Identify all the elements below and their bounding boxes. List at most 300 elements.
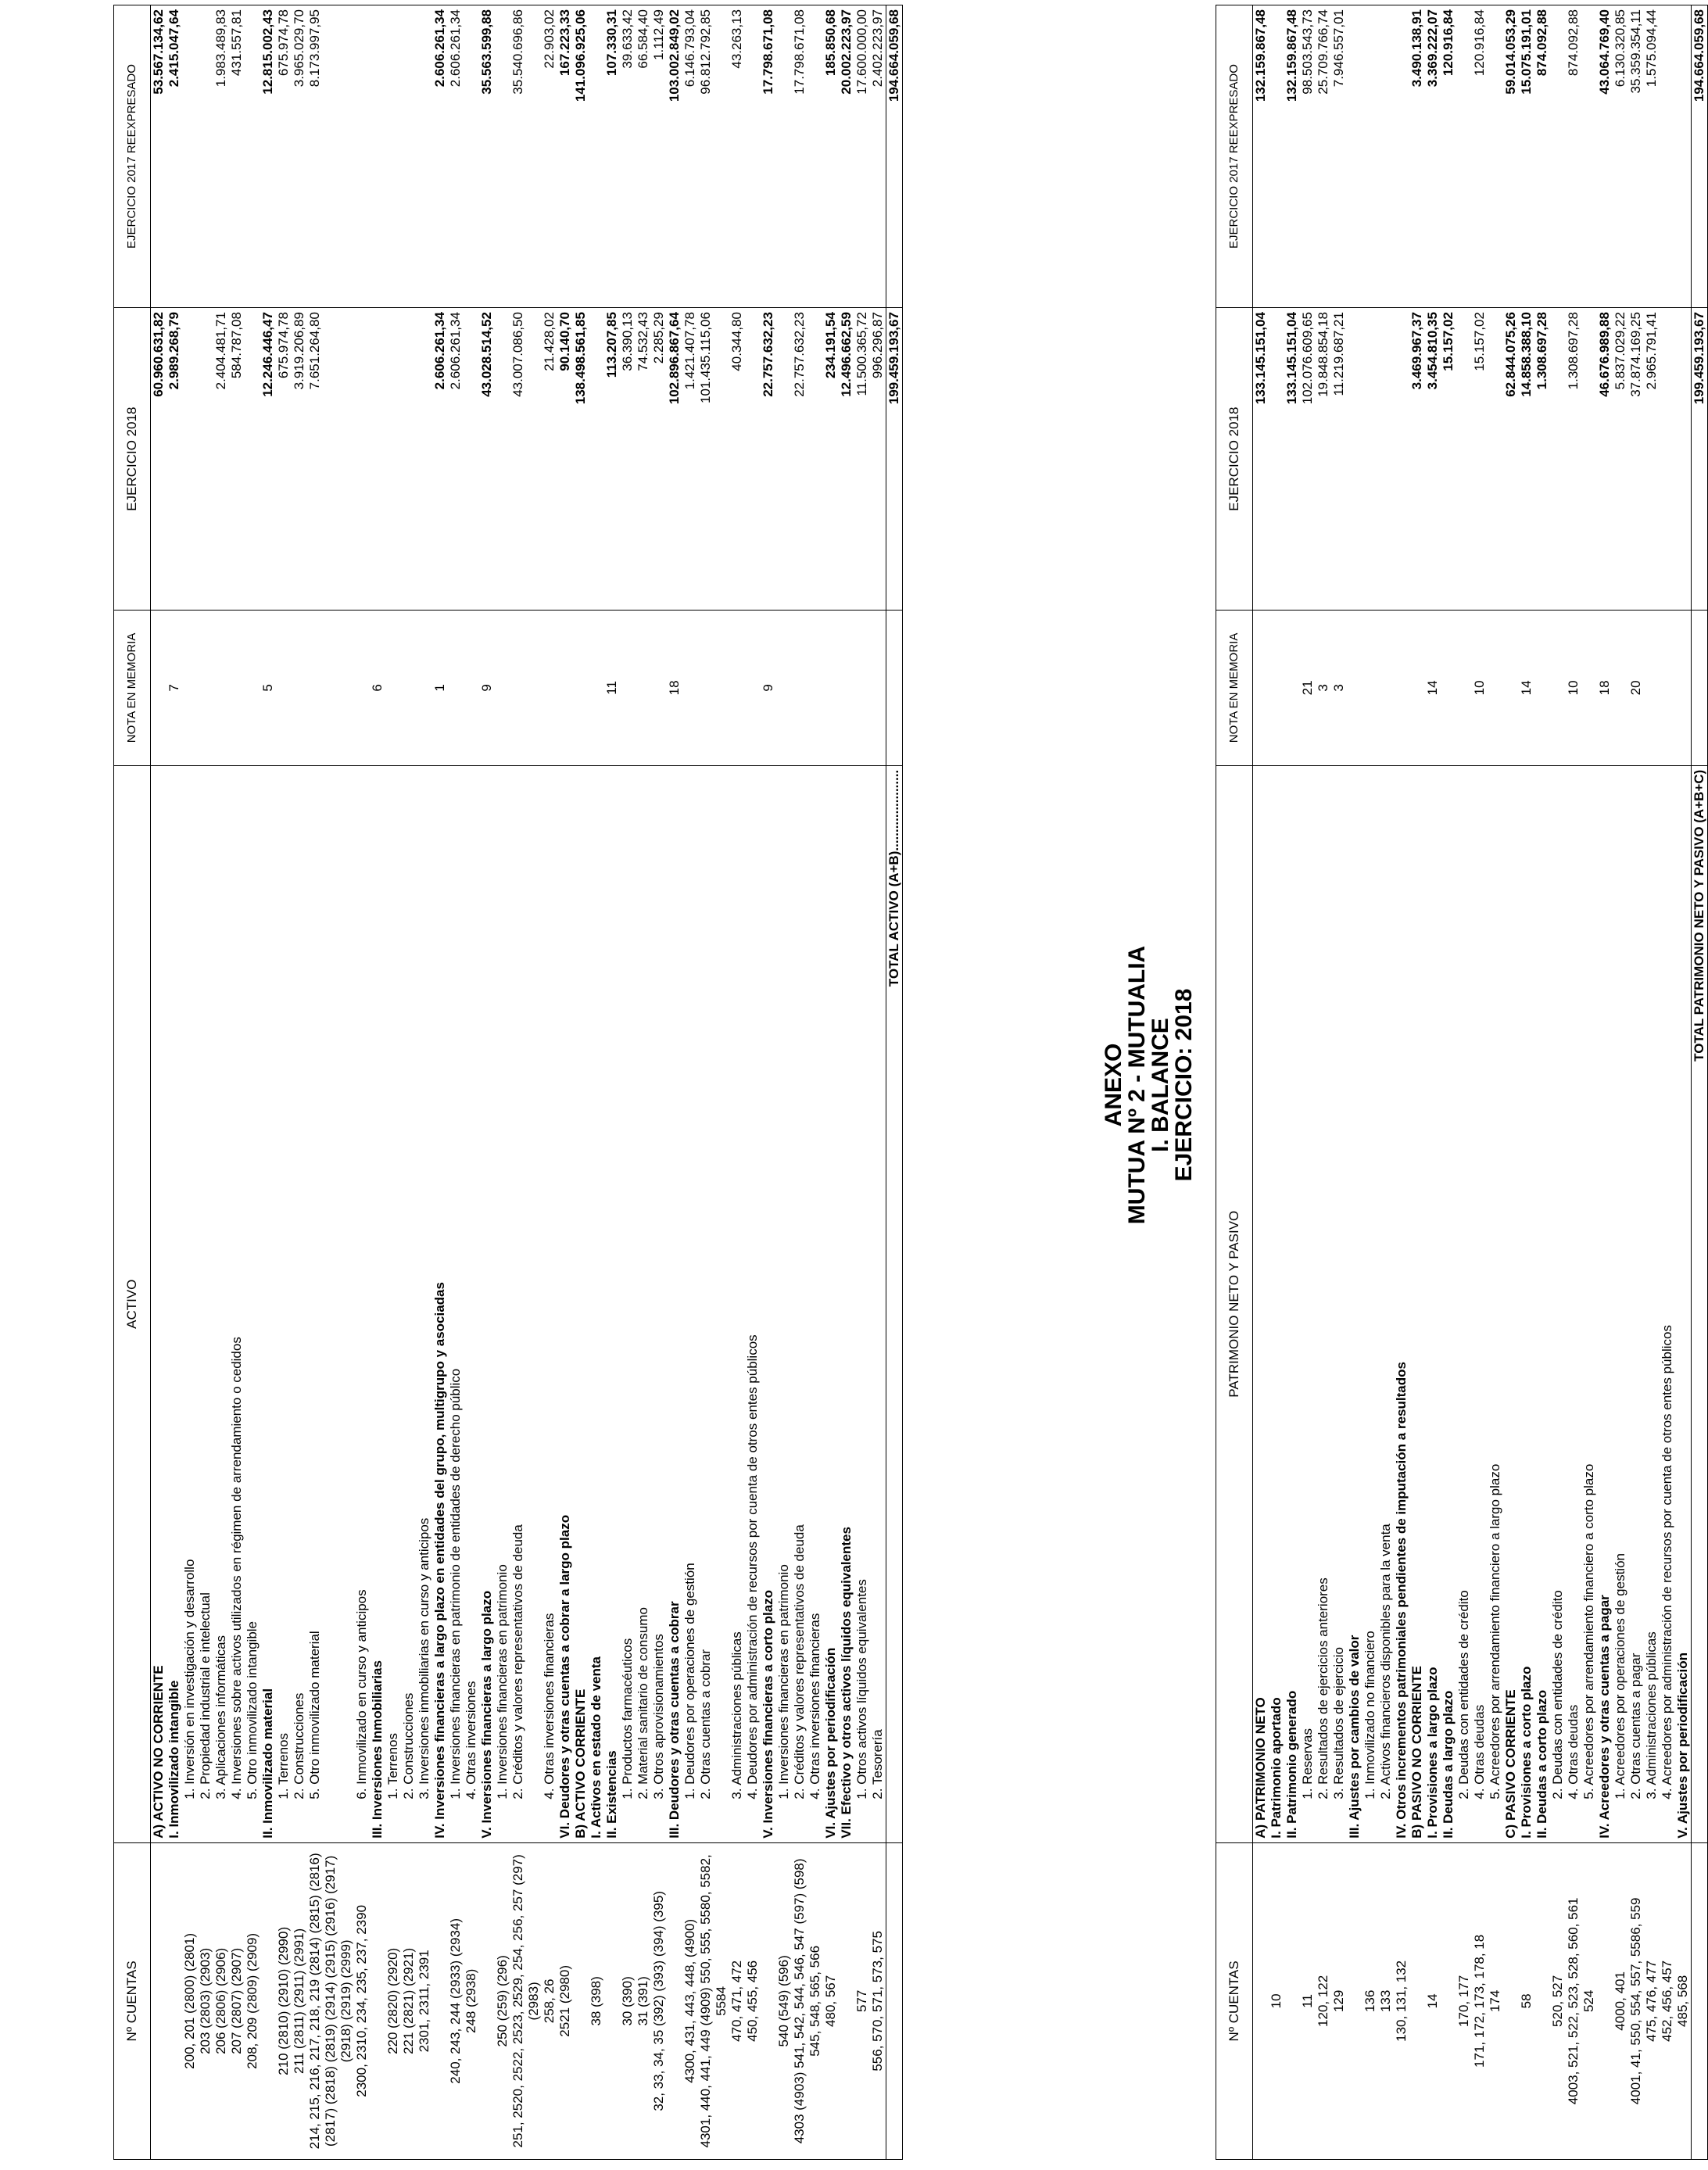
activo-note-cell — [573, 611, 589, 766]
activo-note-cell — [276, 611, 292, 766]
activo-value-2018-cell: 996.296,87 — [870, 308, 886, 611]
activo-account-cell — [479, 1842, 495, 2159]
activo-value-2018-cell — [385, 308, 401, 611]
activo-note-cell — [839, 611, 854, 766]
pasivo-account-cell — [1597, 1842, 1613, 2159]
pasivo-value-2017-cell: 59.014.053,29 — [1503, 5, 1519, 308]
pasivo-value-2017-cell: 132.159.867,48 — [1253, 5, 1269, 308]
activo-note-cell: 18 — [667, 611, 682, 766]
activo-account-cell — [167, 1842, 182, 2159]
activo-row — [557, 5, 573, 2160]
pasivo-row — [1550, 5, 1566, 2160]
pasivo-concept-cell: 1. Acreedores por operaciones de gestión — [1613, 765, 1628, 1842]
activo-note-cell: 6 — [370, 611, 385, 766]
activo-row — [292, 5, 307, 2160]
activo-note-cell: 9 — [761, 611, 776, 766]
activo-concept-cell: V. Inversiones financieras a largo plazo — [479, 765, 495, 1842]
activo-value-2018-cell: 40.344,80 — [729, 308, 745, 611]
activo-value-2018-cell: 234.191,54 — [823, 308, 839, 611]
activo-note-cell: 5 — [260, 611, 276, 766]
activo-account-cell — [573, 1842, 589, 2159]
pasivo-account-cell: 11 — [1300, 1842, 1316, 2159]
activo-concept-cell: VI. Ajustes por periodificación — [823, 765, 839, 1842]
pasivo-header-row — [1216, 5, 1253, 2160]
pasivo-value-2017-cell: 43.064.769,40 — [1597, 5, 1613, 308]
activo-concept-cell: 5. Otro inmovilizado material — [307, 765, 354, 1842]
activo-account-cell: 4303 (4903) 541, 542, 544, 546, 547 (597) (598) — [792, 1842, 807, 2159]
activo-value-2017-cell: 103.002.849,02 — [667, 5, 682, 308]
activo-account-cell: 251, 2520, 2522, 2523, 2529, 254, 256, 257 (297) (2983) — [510, 1842, 542, 2159]
activo-value-2017-cell: 3.965.029,70 — [292, 5, 307, 308]
pasivo-value-2017-cell: 3.369.222,07 — [1425, 5, 1441, 308]
pasivo-total-row — [1692, 5, 1708, 2160]
activo-account-cell: 250 (259) (296) — [495, 1842, 510, 2159]
activo-value-2018-cell — [495, 308, 510, 611]
pasivo-row — [1300, 5, 1316, 2160]
pasivo-note-cell — [1409, 611, 1425, 766]
activo-value-2018-cell — [182, 308, 198, 611]
activo-concept-cell: B) ACTIVO CORRIENTE — [573, 765, 589, 1842]
activo-note-cell — [401, 611, 417, 766]
pasivo-note-cell — [1644, 611, 1660, 766]
activo-account-cell: 31 (391) — [636, 1842, 651, 2159]
activo-concept-cell: 6. Inmovilizado en curso y anticipos — [354, 765, 370, 1842]
activo-value-2017-cell: 2.606.261,34 — [432, 5, 448, 308]
activo-account-cell: 38 (398) — [589, 1842, 604, 2159]
activo-row — [870, 5, 886, 2160]
pasivo-row — [1284, 5, 1300, 2160]
pasivo-row — [1316, 5, 1331, 2160]
activo-account-cell: 450, 455, 456 — [745, 1842, 761, 2159]
activo-account-cell: 480, 567 — [823, 1842, 839, 2159]
activo-note-cell: 7 — [167, 611, 182, 766]
activo-account-cell: 545, 548, 565, 566 — [807, 1842, 823, 2159]
activo-note-cell — [589, 611, 604, 766]
activo-concept-cell: 5. Otro inmovilizado intangible — [245, 765, 260, 1842]
activo-value-2018-cell — [589, 308, 604, 611]
activo-value-2018-cell: 102.896.867,64 — [667, 308, 682, 611]
activo-value-2017-cell: 66.584,40 — [636, 5, 651, 308]
pasivo-account-cell: 475, 476, 477 — [1644, 1842, 1660, 2159]
pasivo-value-2018-cell: 37.874.169,25 — [1628, 308, 1644, 611]
activo-row — [151, 5, 167, 2160]
activo-concept-cell: 4. Otras inversiones financieras — [542, 765, 557, 1842]
activo-row — [182, 5, 198, 2160]
activo-row — [823, 5, 839, 2160]
activo-value-2017-cell: 675.974,78 — [276, 5, 292, 308]
activo-value-2017-cell — [464, 5, 479, 308]
pasivo-concept-cell: 1. Inmovilizado no financiero — [1362, 765, 1378, 1842]
activo-note-cell — [542, 611, 557, 766]
document-title-block — [1102, 0, 1196, 2170]
pasivo-value-2018-cell: 62.844.075,26 — [1503, 308, 1519, 611]
activo-note-cell — [245, 611, 260, 766]
activo-account-cell: 2300, 2310, 234, 235, 237, 2390 — [354, 1842, 370, 2159]
pasivo-value-2018-cell: 3.454.810,35 — [1425, 308, 1441, 611]
pasivo-account-cell — [1503, 1842, 1519, 2159]
activo-value-2017-cell: 35.563.599,88 — [479, 5, 495, 308]
pasivo-row — [1394, 5, 1409, 2160]
pasivo-account-cell: 136 — [1362, 1842, 1378, 2159]
activo-concept-cell: 4. Otras inversiones financieras — [807, 765, 823, 1842]
activo-total-ej2017: 194.664.059,68 — [886, 5, 903, 308]
activo-value-2017-cell: 20.002.223,97 — [839, 5, 854, 308]
pasivo-value-2017-cell — [1675, 5, 1692, 308]
activo-account-cell: 2301, 2311, 2391 — [417, 1842, 432, 2159]
activo-value-2017-cell — [807, 5, 823, 308]
activo-row — [636, 5, 651, 2160]
activo-value-2017-cell: 2.415.047,64 — [167, 5, 182, 308]
activo-row — [651, 5, 667, 2160]
activo-account-cell: 2521 (2980) — [557, 1842, 573, 2159]
activo-value-2017-cell: 35.540.696,86 — [510, 5, 542, 308]
activo-value-2018-cell — [401, 308, 417, 611]
pasivo-note-cell — [1534, 611, 1550, 766]
activo-row — [370, 5, 385, 2160]
activo-value-2018-cell — [354, 308, 370, 611]
activo-value-2017-cell: 141.096.925,06 — [573, 5, 589, 308]
activo-value-2017-cell: 96.812.792,85 — [698, 5, 729, 308]
activo-header-row — [114, 5, 151, 2160]
activo-concept-cell: 2. Propiedad industrial e intelectual — [198, 765, 213, 1842]
pasivo-row — [1253, 5, 1269, 2160]
activo-row — [167, 5, 182, 2160]
pasivo-concept-cell: 2. Resultados de ejercicios anteriores — [1316, 765, 1331, 1842]
pasivo-account-cell: 120, 122 — [1316, 1842, 1331, 2159]
pasivo-account-cell — [1409, 1842, 1425, 2159]
activo-row — [229, 5, 245, 2160]
pasivo-concept-cell: B) PASIVO NO CORRIENTE — [1409, 765, 1425, 1842]
activo-account-cell: 540 (549) (596) — [776, 1842, 792, 2159]
activo-note-cell: 9 — [479, 611, 495, 766]
pasivo-header-ej2018: EJERCICIO 2018 — [1216, 308, 1253, 611]
activo-value-2017-cell: 43.263,13 — [729, 5, 745, 308]
activo-note-cell — [745, 611, 761, 766]
activo-value-2018-cell: 138.498.561,85 — [573, 308, 589, 611]
activo-note-cell — [182, 611, 198, 766]
activo-value-2017-cell — [245, 5, 260, 308]
activo-value-2017-cell: 107.330,31 — [604, 5, 620, 308]
pasivo-total-blank-cell — [1692, 1842, 1708, 2159]
activo-account-cell: 577 — [854, 1842, 870, 2159]
pasivo-note-cell: 3 — [1331, 611, 1347, 766]
activo-concept-cell: 3. Inversiones inmobiliarias en curso y anticipos — [417, 765, 432, 1842]
pasivo-value-2017-cell: 3.490.138,91 — [1409, 5, 1425, 308]
pasivo-value-2017-cell — [1488, 5, 1503, 308]
pasivo-note-cell: 10 — [1472, 611, 1488, 766]
activo-row — [307, 5, 354, 2160]
pasivo-value-2017-cell: 120.916,84 — [1472, 5, 1488, 308]
pasivo-note-cell — [1613, 611, 1628, 766]
pasivo-account-cell: 171, 172, 173, 178, 18 — [1472, 1842, 1488, 2159]
activo-note-cell: 11 — [604, 611, 620, 766]
activo-value-2018-cell: 2.404.481,71 — [213, 308, 229, 611]
activo-account-cell — [151, 1842, 167, 2159]
pasivo-concept-cell: 2. Deudas con entidades de crédito — [1456, 765, 1472, 1842]
activo-account-cell: 32, 33, 34, 35 (392) (393) (394) (395) — [651, 1842, 667, 2159]
activo-concept-cell: A) ACTIVO NO CORRIENTE — [151, 765, 167, 1842]
activo-concept-cell: II. Existencias — [604, 765, 620, 1842]
pasivo-value-2017-cell: 25.709.766,74 — [1316, 5, 1331, 308]
activo-value-2018-cell: 22.757.632,23 — [792, 308, 807, 611]
pasivo-account-cell — [1284, 1842, 1300, 2159]
activo-account-cell: 203 (2803) (2903) — [198, 1842, 213, 2159]
pasivo-note-cell — [1347, 611, 1362, 766]
activo-value-2018-cell — [464, 308, 479, 611]
pasivo-note-cell — [1660, 611, 1675, 766]
activo-row — [698, 5, 729, 2160]
activo-value-2018-cell: 2.606.261,34 — [448, 308, 464, 611]
activo-account-cell: 4300, 431, 443, 448, (4900) — [682, 1842, 698, 2159]
pasivo-concept-cell: 2. Activos financieros disponibles para la venta — [1378, 765, 1394, 1842]
activo-note-cell — [464, 611, 479, 766]
activo-header-nota: NOTA EN MEMORIA — [114, 611, 151, 766]
pasivo-value-2018-cell — [1269, 308, 1284, 611]
activo-value-2017-cell: 39.633,42 — [620, 5, 636, 308]
pasivo-concept-cell: I. Provisiones a corto plazo — [1519, 765, 1534, 1842]
pasivo-row — [1362, 5, 1378, 2160]
activo-note-cell — [151, 611, 167, 766]
pasivo-row — [1425, 5, 1441, 2160]
pasivo-account-cell — [1253, 1842, 1269, 2159]
pasivo-value-2017-cell: 120.916,84 — [1441, 5, 1456, 308]
activo-value-2018-cell: 36.390,13 — [620, 308, 636, 611]
pasivo-row — [1347, 5, 1362, 2160]
activo-account-cell: 206 (2806) (2906) — [213, 1842, 229, 2159]
activo-row — [213, 5, 229, 2160]
activo-row — [198, 5, 213, 2160]
activo-concept-cell: 1. Inversión en investigación y desarrollo — [182, 765, 198, 1842]
activo-value-2017-cell — [745, 5, 761, 308]
pasivo-account-cell: 170, 177 — [1456, 1842, 1472, 2159]
activo-concept-cell: 1. Inversiones financieras en patrimonio — [495, 765, 510, 1842]
activo-row — [276, 5, 292, 2160]
pasivo-value-2018-cell — [1675, 308, 1692, 611]
activo-note-cell — [729, 611, 745, 766]
pasivo-account-cell: 524 — [1581, 1842, 1597, 2159]
pasivo-account-cell: 14 — [1425, 1842, 1441, 2159]
activo-value-2017-cell: 431.557,81 — [229, 5, 245, 308]
pasivo-value-2018-cell: 1.308.697,28 — [1534, 308, 1550, 611]
activo-header-ej2017: EJERCICIO 2017 REEXPRESADO — [114, 5, 151, 308]
pasivo-concept-cell: 5. Acreedores por arrendamiento financiero a largo plazo — [1488, 765, 1503, 1842]
activo-account-cell: 214, 215, 216, 217, 218, 219 (2814) (2815) (2816) (2817) (2818) (2819) (2914) (2915) (2916) (2917) (2918) (2919) (2999) — [307, 1842, 354, 2159]
pasivo-value-2017-cell — [1456, 5, 1472, 308]
activo-value-2017-cell — [370, 5, 385, 308]
activo-value-2018-cell: 21.428,02 — [542, 308, 557, 611]
activo-note-cell — [870, 611, 886, 766]
activo-concept-cell: 2. Construcciones — [401, 765, 417, 1842]
activo-note-cell — [307, 611, 354, 766]
pasivo-value-2017-cell — [1394, 5, 1409, 308]
activo-note-cell — [682, 611, 698, 766]
pasivo-concept-cell: A) PATRIMONIO NETO — [1253, 765, 1269, 1842]
activo-header-ej2018: EJERCICIO 2018 — [114, 308, 151, 611]
pasivo-value-2018-cell — [1581, 308, 1597, 611]
activo-note-cell — [854, 611, 870, 766]
pasivo-value-2018-cell — [1362, 308, 1378, 611]
pasivo-value-2017-cell — [1378, 5, 1394, 308]
pasivo-value-2018-cell: 3.469.967,37 — [1409, 308, 1425, 611]
pasivo-row — [1441, 5, 1456, 2160]
pasivo-note-cell — [1488, 611, 1503, 766]
activo-concept-cell: V. Inversiones financieras a corto plazo — [761, 765, 776, 1842]
pasivo-note-cell — [1441, 611, 1456, 766]
pasivo-note-cell — [1284, 611, 1300, 766]
activo-concept-cell: 2. Material sanitario de consumo — [636, 765, 651, 1842]
pasivo-value-2018-cell: 11.219.687,21 — [1331, 308, 1347, 611]
activo-account-cell: 4301, 440, 441, 449 (4909) 550, 555, 5580, 5582, 5584 — [698, 1842, 729, 2159]
pasivo-note-cell: 18 — [1597, 611, 1613, 766]
activo-value-2018-cell: 675.974,78 — [276, 308, 292, 611]
activo-row — [510, 5, 542, 2160]
pasivo-concept-cell: II. Patrimonio generado — [1284, 765, 1300, 1842]
activo-concept-cell: 2. Tesorería — [870, 765, 886, 1842]
activo-note-cell — [792, 611, 807, 766]
activo-value-2018-cell — [776, 308, 792, 611]
activo-note-cell — [229, 611, 245, 766]
activo-value-2018-cell: 584.787,08 — [229, 308, 245, 611]
activo-value-2018-cell: 12.496.662,59 — [839, 308, 854, 611]
activo-value-2017-cell: 17.798.671,08 — [761, 5, 776, 308]
activo-row — [542, 5, 557, 2160]
pasivo-note-cell: 20 — [1628, 611, 1644, 766]
activo-concept-cell: 4. Inversiones sobre activos utilizados en régimen de arrendamiento o cedidos — [229, 765, 245, 1842]
pasivo-account-cell: 4001, 41, 550, 554, 557, 5586, 559 — [1628, 1842, 1644, 2159]
pasivo-value-2017-cell: 6.130.320,85 — [1613, 5, 1628, 308]
pasivo-concept-cell: 3. Administraciones públicas — [1644, 765, 1660, 1842]
pasivo-note-cell — [1378, 611, 1394, 766]
activo-row — [589, 5, 604, 2160]
title-ejercicio: EJERCICIO: 2018 — [1171, 988, 1197, 1182]
pasivo-value-2018-cell — [1378, 308, 1394, 611]
activo-note-cell — [385, 611, 401, 766]
activo-note-cell — [651, 611, 667, 766]
activo-concept-cell: 2. Créditos y valores representativos de deuda — [510, 765, 542, 1842]
activo-account-cell — [839, 1842, 854, 2159]
pasivo-note-cell — [1581, 611, 1597, 766]
pasivo-note-cell: 21 — [1300, 611, 1316, 766]
pasivo-total-note-cell — [1692, 611, 1708, 766]
pasivo-row — [1269, 5, 1284, 2160]
activo-value-2018-cell: 113.207,85 — [604, 308, 620, 611]
pasivo-header-concepto: PATRIMONIO NETO Y PASIVO — [1216, 765, 1253, 1842]
activo-row — [401, 5, 417, 2160]
activo-account-cell: 30 (390) — [620, 1842, 636, 2159]
pasivo-note-cell — [1503, 611, 1519, 766]
activo-note-cell — [417, 611, 432, 766]
activo-header-cuentas: Nº CUENTAS — [114, 1842, 151, 2159]
pasivo-value-2017-cell: 98.503.543,73 — [1300, 5, 1316, 308]
activo-value-2017-cell: 8.173.997,95 — [307, 5, 354, 308]
activo-value-2018-cell: 2.989.268,79 — [167, 308, 182, 611]
activo-value-2017-cell: 17.600.000,00 — [854, 5, 870, 308]
pasivo-total-ej2018: 199.459.193,67 — [1692, 308, 1708, 611]
pasivo-row — [1472, 5, 1488, 2160]
pasivo-account-cell: 452, 456, 457 — [1660, 1842, 1675, 2159]
activo-row — [839, 5, 854, 2160]
activo-account-cell: 211 (2811) (2911) (2991) — [292, 1842, 307, 2159]
activo-row — [729, 5, 745, 2160]
activo-account-cell: 240, 243, 244 (2933) (2934) — [448, 1842, 464, 2159]
pasivo-note-cell — [1394, 611, 1409, 766]
pasivo-value-2018-cell — [1660, 308, 1675, 611]
activo-account-cell: 208, 209 (2809) (2909) — [245, 1842, 260, 2159]
activo-account-cell: 221 (2821) (2921) — [401, 1842, 417, 2159]
pasivo-value-2017-cell: 7.946.557,01 — [1331, 5, 1347, 308]
pasivo-concept-cell: V. Ajustes por periodificación — [1675, 765, 1692, 1842]
activo-row — [682, 5, 698, 2160]
pasivo-value-2017-cell — [1660, 5, 1675, 308]
activo-concept-cell: 1. Otros activos líquidos equivalentes — [854, 765, 870, 1842]
activo-concept-cell: IV. Inversiones financieras a largo plazo en entidades del grupo, multigrupo y asociadas — [432, 765, 448, 1842]
activo-total-row — [886, 5, 903, 2160]
pasivo-row — [1628, 5, 1644, 2160]
pasivo-value-2018-cell — [1488, 308, 1503, 611]
activo-row — [495, 5, 510, 2160]
pasivo-row — [1503, 5, 1519, 2160]
activo-value-2018-cell: 22.757.632,23 — [761, 308, 776, 611]
activo-value-2018-cell — [245, 308, 260, 611]
activo-value-2018-cell — [745, 308, 761, 611]
pasivo-value-2018-cell — [1550, 308, 1566, 611]
activo-concept-cell: I. Inmovilizado intangible — [167, 765, 182, 1842]
pasivo-concept-cell: 3. Resultados de ejercicio — [1331, 765, 1347, 1842]
pasivo-concept-cell: 4. Otras deudas — [1566, 765, 1581, 1842]
activo-row — [792, 5, 807, 2160]
activo-note-cell — [510, 611, 542, 766]
pasivo-value-2018-cell: 102.076.609,65 — [1300, 308, 1316, 611]
pasivo-concept-cell: 5. Acreedores por arrendamiento financiero a corto plazo — [1581, 765, 1597, 1842]
pasivo-concept-cell: I. Patrimonio aportado — [1269, 765, 1284, 1842]
pasivo-row — [1378, 5, 1394, 2160]
activo-note-cell — [198, 611, 213, 766]
pasivo-value-2018-cell: 133.145.151,04 — [1253, 308, 1269, 611]
pasivo-value-2017-cell — [1269, 5, 1284, 308]
pasivo-row — [1644, 5, 1660, 2160]
pasivo-account-cell — [1347, 1842, 1362, 2159]
activo-value-2018-cell: 2.606.261,34 — [432, 308, 448, 611]
pasivo-row — [1331, 5, 1347, 2160]
activo-concept-cell: 4. Otras inversiones — [464, 765, 479, 1842]
activo-total-label: TOTAL ACTIVO (A+B)...................... — [886, 765, 903, 1842]
pasivo-concept-cell: III. Ajustes por cambios de valor — [1347, 765, 1362, 1842]
activo-account-cell — [761, 1842, 776, 2159]
pasivo-row — [1534, 5, 1550, 2160]
pasivo-concept-cell: IV. Acreedores y otras cuentas a pagar — [1597, 765, 1613, 1842]
pasivo-account-cell: 4003, 521, 522, 523, 528, 560, 561 — [1566, 1842, 1581, 2159]
activo-note-cell — [292, 611, 307, 766]
activo-concept-cell: 1. Terrenos — [276, 765, 292, 1842]
activo-value-2018-cell: 1.421.407,78 — [682, 308, 698, 611]
pasivo-row — [1660, 5, 1675, 2160]
activo-row — [354, 5, 370, 2160]
activo-concept-cell: 3. Aplicaciones informáticas — [213, 765, 229, 1842]
activo-account-cell: 220 (2820) (2920) — [385, 1842, 401, 2159]
activo-value-2017-cell: 2.606.261,34 — [448, 5, 464, 308]
pasivo-concept-cell: I. Provisiones a largo plazo — [1425, 765, 1441, 1842]
activo-note-cell: 1 — [432, 611, 448, 766]
activo-value-2018-cell — [370, 308, 385, 611]
activo-row — [620, 5, 636, 2160]
activo-row — [854, 5, 870, 2160]
activo-row — [245, 5, 260, 2160]
activo-value-2018-cell: 74.532,43 — [636, 308, 651, 611]
activo-value-2017-cell: 1.112,49 — [651, 5, 667, 308]
activo-concept-cell: 2. Créditos y valores representativos de deuda — [792, 765, 807, 1842]
activo-note-cell — [213, 611, 229, 766]
pasivo-row — [1488, 5, 1503, 2160]
